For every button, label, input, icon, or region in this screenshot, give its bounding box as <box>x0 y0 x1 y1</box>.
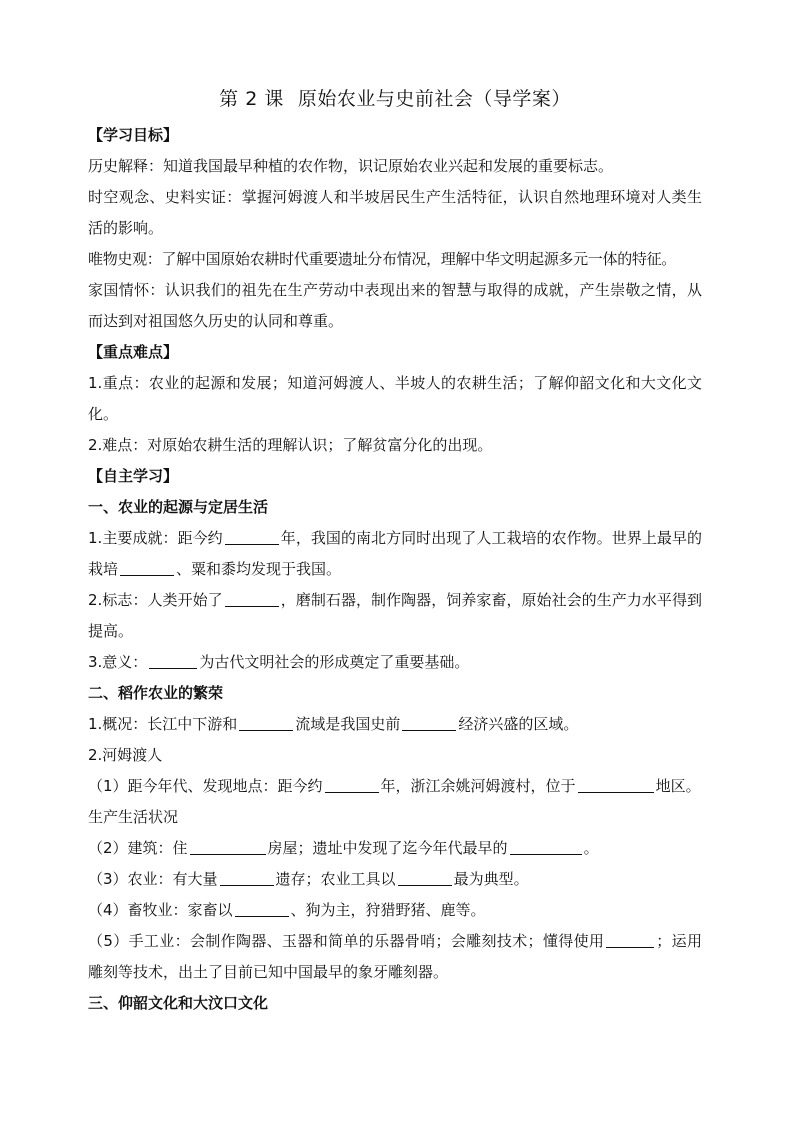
fill-blank[interactable] <box>402 715 456 731</box>
fill-blank[interactable] <box>220 870 274 886</box>
fill-blank[interactable] <box>398 870 452 886</box>
key-points-header: 【重点难点】 <box>88 343 179 361</box>
fill-blank[interactable] <box>578 777 654 793</box>
question-item: （5）手工业：会制作陶器、玉器和简单的乐器骨哨；会雕刻技术；懂得使用 ；运用雕刻等技术，出土了目前已知中国最早的象牙雕刻器。 <box>88 932 702 981</box>
question-item: （2）建筑：住 房屋；遗址中发现了迄今年代最早的 。 <box>88 839 599 857</box>
question-item: 1.主要成就：距今约 年，我国的南北方同时出现了人工栽培的农作物。世界上最早的栽培 、粟和黍均发现于我国。 <box>88 529 703 578</box>
question-item: 1.概况：长江中下游和 流域是我国史前 经济兴盛的区域。 <box>88 715 579 733</box>
section-title: 三、仰韶文化和大汶口文化 <box>88 994 269 1012</box>
fill-blank[interactable] <box>239 715 293 731</box>
fill-blank[interactable] <box>510 839 582 855</box>
section-title: 二、稻作农业的繁荣 <box>88 684 224 702</box>
lesson-title: 原始农业与史前社会（导学案） <box>297 88 571 110</box>
fill-blank[interactable] <box>149 653 197 669</box>
lesson-number: 第 2 课 <box>219 88 284 110</box>
fill-blank[interactable] <box>606 932 654 948</box>
key-point-item: 1.重点：农业的起源和发展；知道河姆渡人、半坡人的农耕生活；了解仰韶文化和大文化文化。 <box>88 374 702 423</box>
goals-header: 【学习目标】 <box>88 126 179 144</box>
question-item: （1）距今年代、发现地点：距今约 年，浙江余姚河姆渡村，位于 地区。 <box>88 777 701 795</box>
fill-blank[interactable] <box>225 529 279 545</box>
subheading: 生产生活状况 <box>88 808 179 826</box>
page-title <box>88 86 702 112</box>
fill-blank[interactable] <box>325 777 379 793</box>
question-item: （4）畜牧业：家畜以 、狗为主，狩猎野猪、鹿等。 <box>88 901 486 919</box>
question-item: （3）农业：有大量 遗存；农业工具以 最为典型。 <box>88 870 529 888</box>
fill-blank[interactable] <box>120 560 174 576</box>
key-point-item: 2.难点：对原始农耕生活的理解认识；了解贫富分化的出现。 <box>88 436 493 454</box>
goal-item: 唯物史观：了解中国原始农耕时代重要遗址分布情况，理解中华文明起源多元一体的特征。 <box>88 250 677 268</box>
fill-blank[interactable] <box>225 591 279 607</box>
goal-item: 时空观念、史料实证：掌握河姆渡人和半坡居民生产生活特征，认识自然地理环境对人类生活的影响。 <box>88 188 702 237</box>
fill-blank[interactable] <box>190 839 266 855</box>
section-title: 一、农业的起源与定居生活 <box>88 498 269 516</box>
self-study-header: 【自主学习】 <box>88 467 179 485</box>
goal-item: 历史解释：知道我国最早种植的农作物，识记原始农业兴起和发展的重要标志。 <box>88 157 614 175</box>
fill-blank[interactable] <box>235 901 289 917</box>
question-item: 3.意义： 为古代文明社会的形成奠定了重要基础。 <box>88 653 470 671</box>
goal-item: 家国情怀：认识我们的祖先在生产劳动中表现出来的智慧与取得的成就，产生崇敬之情，从而达到对祖国悠久历史的认同和尊重。 <box>88 281 702 330</box>
question-item: 2.河姆渡人 <box>88 746 163 764</box>
question-item: 2.标志：人类开始了 ，磨制石器，制作陶器，饲养家畜，原始社会的生产力水平得到提高。 <box>88 591 703 640</box>
